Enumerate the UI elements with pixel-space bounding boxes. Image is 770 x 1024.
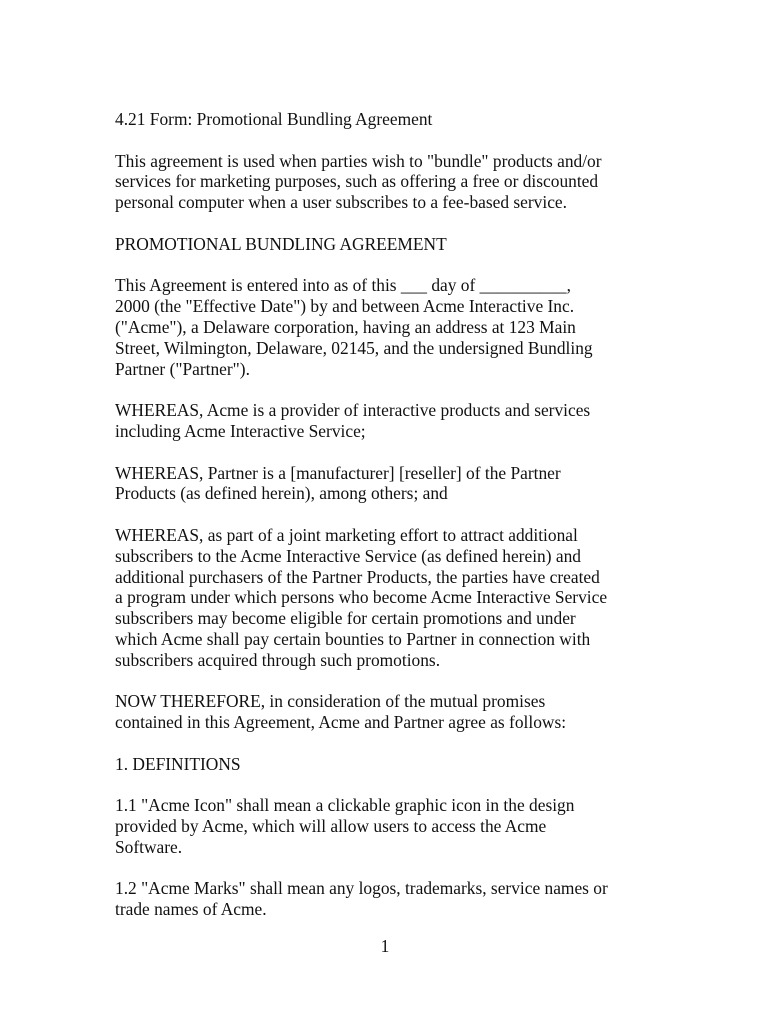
intro-paragraph [115, 151, 660, 213]
text-line: This Agreement is entered into as of this ___ day of __________, [115, 275, 571, 296]
text-line: Street, Wilmington, Delaware, 02145, and the undersigned Bundling [115, 337, 593, 358]
text-line: 1.2 "Acme Marks" shall mean any logos, trademarks, service names or [115, 878, 608, 899]
text-line: a program under which persons who become Acme Interactive Service [115, 587, 608, 608]
text-line: 2000 (the "Effective Date") by and between Acme Interactive Inc. [115, 296, 575, 317]
text-line: personal computer when a user subscribes to a fee-based service. [115, 192, 567, 213]
entry-paragraph [115, 275, 660, 379]
text-line: This agreement is used when parties wish to "bundle" products and/or [115, 150, 602, 171]
text-line: subscribers may become eligible for certain promotions and under [115, 608, 576, 629]
text-line: contained in this Agreement, Acme and Partner agree as follows: [115, 712, 567, 733]
text-line: provided by Acme, which will allow users to access the Acme [115, 816, 547, 837]
text-line: which Acme shall pay certain bounties to Partner in connection with [115, 628, 591, 649]
text-line: WHEREAS, as part of a joint marketing effort to attract additional [115, 524, 578, 545]
document-body [115, 109, 660, 941]
section-heading-definitions [115, 754, 660, 775]
section-heading-text: 1. DEFINITIONS [115, 753, 241, 774]
text-line: services for marketing purposes, such as offering a free or discounted [115, 171, 599, 192]
text-line: NOW THEREFORE, in consideration of the mutual promises [115, 691, 546, 712]
text-line: trade names of Acme. [115, 899, 267, 920]
text-line: WHEREAS, Partner is a [manufacturer] [reseller] of the Partner [115, 462, 561, 483]
text-line: Software. [115, 836, 183, 857]
text-line: additional purchasers of the Partner Products, the parties have created [115, 566, 600, 587]
agreement-heading-text: PROMOTIONAL BUNDLING AGREEMENT [115, 233, 447, 254]
definition-1-1 [115, 795, 660, 857]
page-number: 1 [380, 936, 390, 956]
document-title-text: 4.21 Form: Promotional Bundling Agreement [115, 109, 433, 129]
text-line: subscribers to the Acme Interactive Service (as defined herein) and [115, 545, 581, 566]
whereas-clause-2 [115, 463, 660, 505]
text-line: WHEREAS, Acme is a provider of interactive products and services [115, 400, 591, 421]
document-title [115, 109, 660, 130]
agreement-heading [115, 234, 660, 255]
whereas-clause-3 [115, 525, 660, 671]
text-line: Partner ("Partner"). [115, 358, 250, 379]
text-line: subscribers acquired through such promotions. [115, 649, 441, 670]
definition-1-2 [115, 878, 660, 920]
text-line: ("Acme"), a Delaware corporation, having an address at 123 Main [115, 316, 576, 337]
text-line: Products (as defined herein), among others; and [115, 483, 448, 504]
whereas-clause-1 [115, 400, 660, 442]
text-line: 1.1 "Acme Icon" shall mean a clickable graphic icon in the design [115, 795, 575, 816]
now-therefore-clause [115, 691, 660, 733]
text-line: including Acme Interactive Service; [115, 420, 366, 441]
